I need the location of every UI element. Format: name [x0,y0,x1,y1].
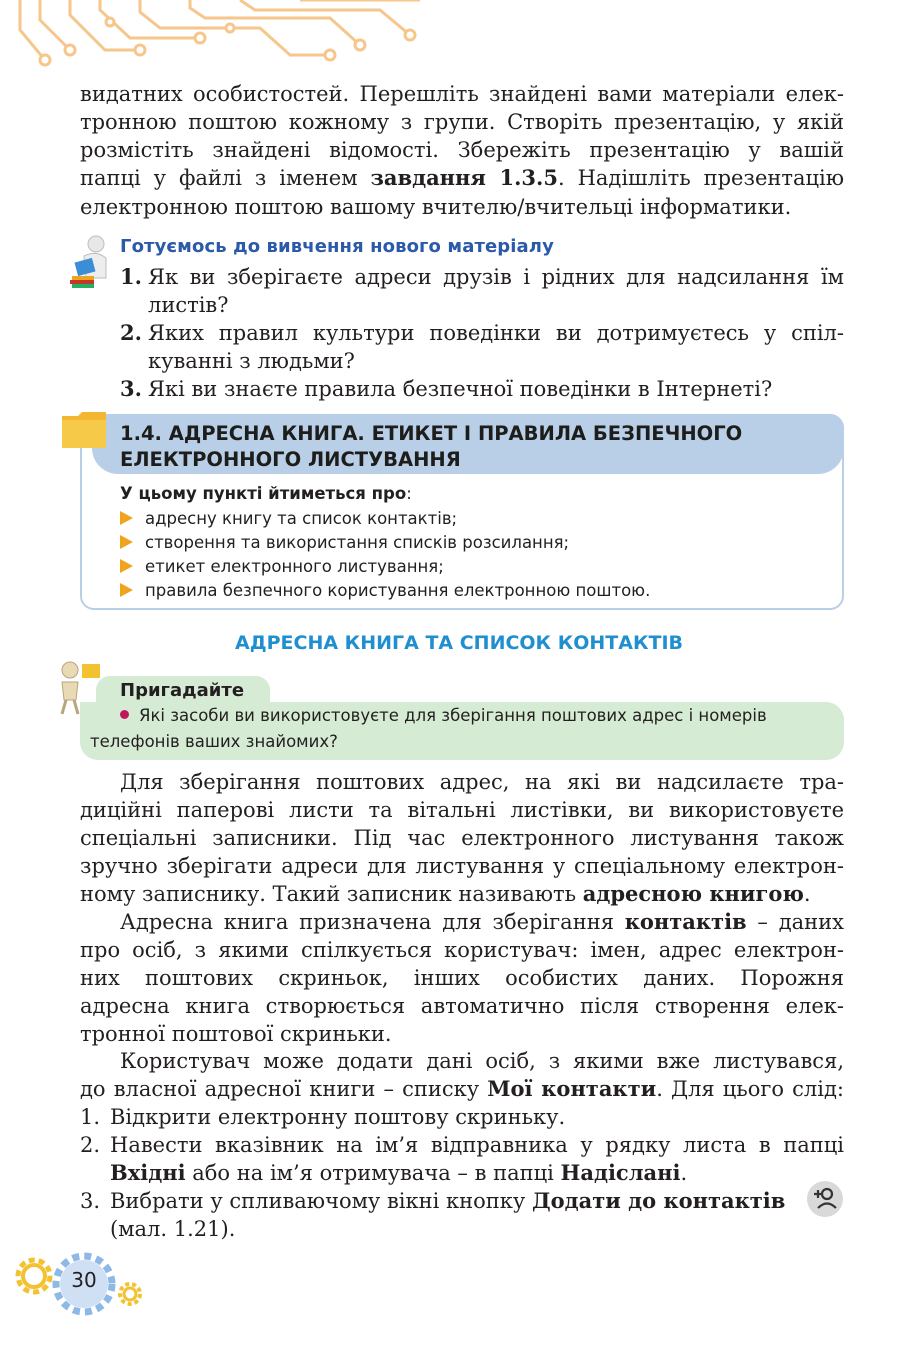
prep-question-3-num: 3. [120,376,142,401]
pink-dot-bullet-icon [120,710,129,719]
step-3-line-2: (мал. 1.21). [110,1217,236,1241]
para2-line-5: тронної поштової скриньки. [80,1022,392,1046]
folder-inbox: Вхідні [110,1160,186,1185]
step-2-line-1: Навести вказівник на ім’я відправника у рядку листа в папці [110,1133,844,1157]
section-title-line-1: 1.4. АДРЕСНА КНИГА. ЕТИКЕТ І ПРАВИЛА БЕЗПЕЧНОГО [120,422,743,445]
prep-title: Готуємось до вивчення нового матеріалу [120,236,554,257]
para1-line-1: Для зберігання поштових адрес, на які ви надсилаєте тра- [120,770,844,794]
folder-icon [60,410,108,450]
remember-title: Пригадайте [120,680,245,701]
section-bullet-1: адресну книгу та список контактів; [120,509,457,528]
prep-question-2-num: 2. [120,320,142,345]
section-bullet-2: створення та використання списків розсилання; [120,533,569,552]
intro-line-2: тронною поштою кожному з групи. Створіть презентацію, у якій [80,110,844,134]
para2-line-2: про осіб, з якими спілкується користувач: імен, адрес електрон- [80,938,844,962]
prep-question-1-num: 1. [120,264,142,289]
triangle-bullet-icon [120,511,133,525]
folder-sent: Надіслані [560,1160,681,1185]
para1-line-3: спеціальні записники. Під час електронного листування також [80,826,844,850]
button-name-add-contacts: Додати до контактів [531,1188,786,1213]
para2-line-4: адресна книга створюється автоматично після створення елек- [80,994,844,1018]
term-address-book: адресною книгою [582,881,804,906]
term-contacts: контактів [624,909,747,934]
page-number: 30 [71,1268,97,1292]
subheading: АДРЕСНА КНИГА ТА СПИСОК КОНТАКТІВ [234,632,683,654]
intro-line-4 [80,164,844,192]
prep-question-3-line-1: Які ви знаєте правила безпечної поведінки в Інтернеті? [148,377,773,401]
intro-line-4-text: папці у файлі з іменем [80,166,371,190]
para2-line-3: них поштових скриньок, інших особистих даних. Порожня [80,966,844,990]
prep-question-2-line-2: куванні з людьми? [148,349,355,373]
section-bullet-4: правила безпечного користування електронною поштою. [120,581,650,600]
para3-line-2: до власної адресної книги – списку Мої контакти. Для цього слід: [80,1076,844,1101]
term-my-contacts: Мої контакти [487,1076,657,1101]
para1-line-2: диційні паперові листи та вітальні листівки, ви використовуєте [80,798,844,822]
para1-line-5: ному записнику. Такий записник називають адресною книгою. [80,881,811,906]
step-3-line-1: Вибрати у спливаючому вікні кнопку Додати до контактів [110,1188,786,1213]
remember-line-1: Які засоби ви використовуєте для зберігання поштових адрес і номерів [120,706,767,725]
triangle-bullet-icon [120,535,133,549]
intro-line-1: видатних особистостей. Перешліть знайдені вами матеріали елек- [80,82,844,106]
triangle-bullet-icon [120,583,133,597]
circuit-decoration [0,0,440,70]
person-add-icon [807,1181,843,1217]
section-title-line-2: ЕЛЕКТРОННОГО ЛИСТУВАННЯ [120,448,461,471]
step-1-num: 1. [80,1105,101,1129]
prep-question-1-line-1: Як ви зберігаєте адреси друзів і рідних для надсилання їм [148,265,844,289]
para3-line-1: Користувач може додати дані осіб, з якими вже листувався, [120,1049,844,1073]
triangle-bullet-icon [120,559,133,573]
step-1-text: Відкрити електронну поштову скриньку. [110,1105,566,1129]
para1-line-4: зручно зберігати адреси для листування у спеціальному електрон- [80,854,844,878]
reading-figure-icon [66,234,116,290]
step-2-num: 2. [80,1133,101,1157]
step-3-num: 3. [80,1189,101,1213]
task-filename: завдання 1.3.5 [370,165,558,190]
intro-line-4-rest: . Надішліть презентацію [557,166,845,190]
intro-line-5: електронною поштою вашому вчителю/вчительці інформатики. [80,195,792,219]
thinking-figure-icon [54,660,102,716]
section-intro: У цьому пункті йтиметься про: [120,484,412,503]
section-bullet-3: етикет електронного листування; [120,557,444,576]
remember-line-2: телефонів ваших знайомих? [90,732,338,751]
prep-question-1-line-2: листів? [148,293,229,317]
step-2-line-2: Вхідні або на ім’я отримувача – в папці Надіслані. [110,1160,688,1185]
para2-line-1: Адресна книга призначена для зберігання контактів – даних [120,909,845,934]
intro-line-3: розмістіть знайдені відомості. Збережіть презентацію у вашій [80,138,844,162]
prep-question-2-line-1: Яких правил культури поведінки ви дотримуєтесь у спіл- [148,321,844,345]
